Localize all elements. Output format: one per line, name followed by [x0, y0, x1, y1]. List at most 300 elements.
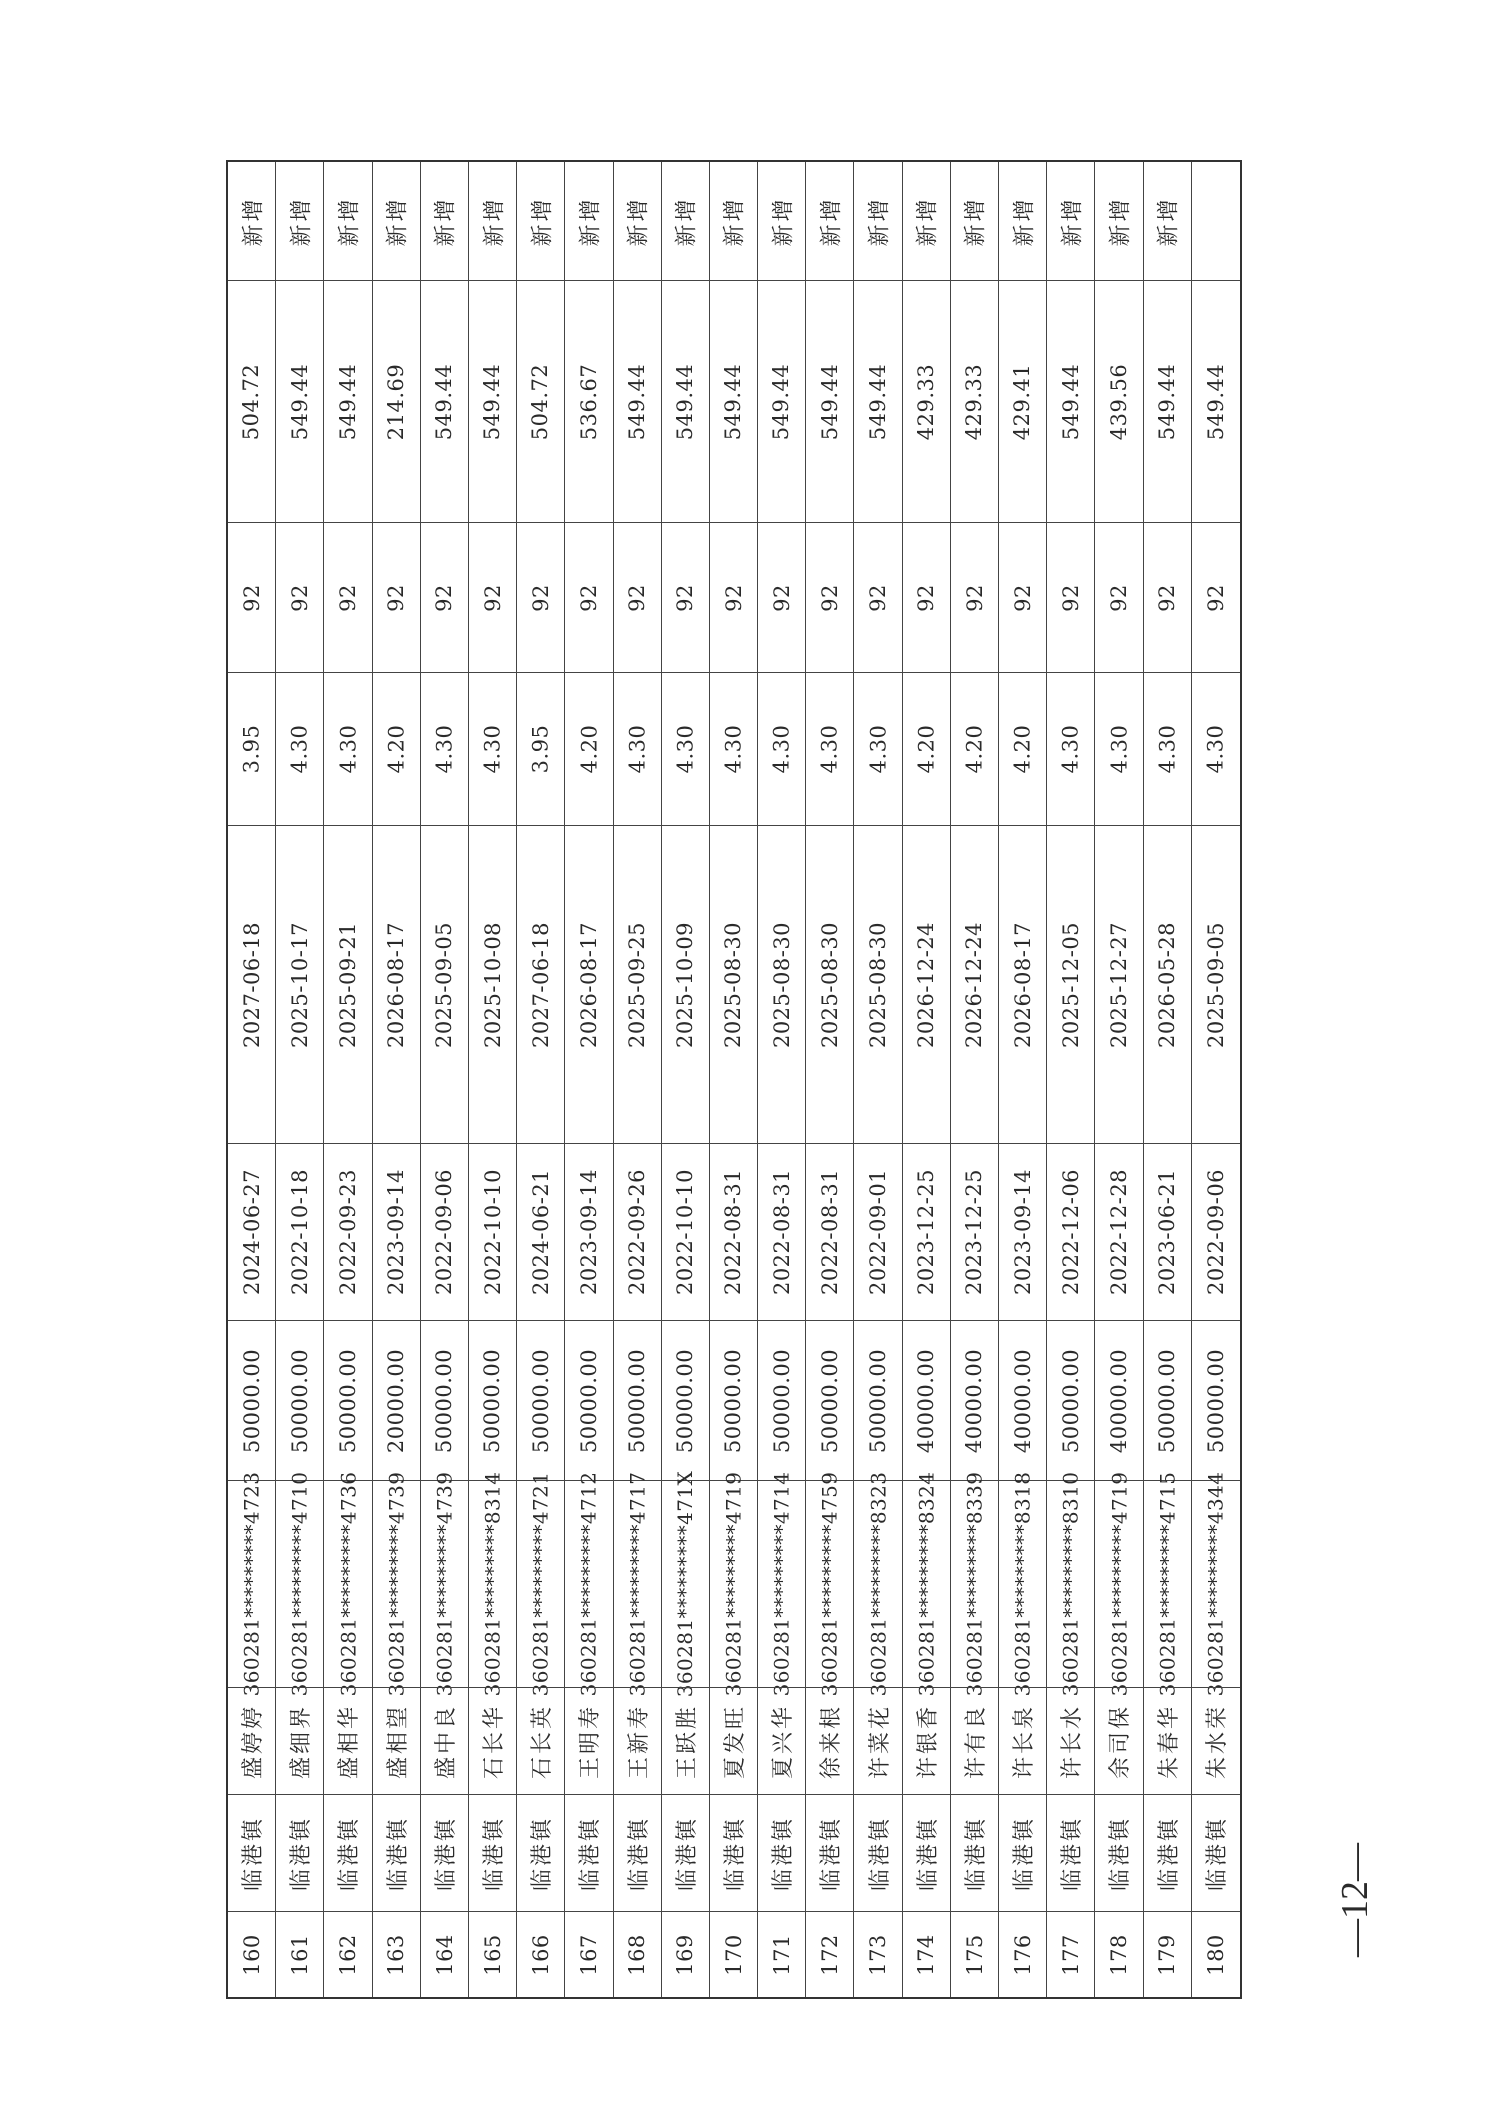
interest-cell-text: 549.44 — [1203, 363, 1228, 440]
name-cell-text: 王新寿 — [626, 1703, 652, 1779]
rate-cell-text: 4.30 — [866, 724, 891, 774]
interest-cell — [710, 280, 757, 522]
interest-cell — [1095, 280, 1142, 522]
table-row — [1047, 162, 1095, 1997]
rate-cell — [710, 672, 757, 825]
days-cell — [951, 522, 998, 672]
status-cell — [951, 162, 998, 280]
interest-cell-text: 549.44 — [480, 363, 505, 440]
name-cell — [1047, 1687, 1094, 1794]
town-cell — [565, 1794, 612, 1911]
amount-cell — [228, 1320, 275, 1480]
table-row — [228, 162, 276, 1997]
row-number-cell-text: 178 — [1106, 1933, 1131, 1976]
interest-cell — [758, 280, 805, 522]
interest-cell — [854, 280, 901, 522]
town-cell — [421, 1794, 468, 1911]
id-number-cell-text: 360281*********8310 — [1058, 1471, 1083, 1697]
interest-cell-text: 504.72 — [528, 363, 553, 440]
id-number-cell — [421, 1471, 468, 1697]
interest-cell-text: 549.44 — [1155, 363, 1180, 440]
days-cell — [517, 522, 564, 672]
status-cell-text: 新增 — [337, 195, 363, 247]
name-cell-text: 盛细界 — [289, 1703, 315, 1779]
start-date-cell-text: 2023-12-25 — [962, 1168, 987, 1296]
start-date-cell — [276, 1143, 323, 1320]
amount-cell-text: 50000.00 — [480, 1348, 505, 1453]
name-cell — [999, 1687, 1046, 1794]
row-number-cell-text: 169 — [673, 1933, 698, 1976]
days-cell — [758, 522, 805, 672]
id-number-cell-text: 360281*********4344 — [1203, 1471, 1228, 1697]
rate-cell-text: 3.95 — [239, 724, 264, 774]
id-number-cell — [1192, 1471, 1240, 1697]
town-cell-text: 临港镇 — [722, 1815, 748, 1891]
start-date-cell-text: 2024-06-27 — [239, 1168, 264, 1296]
rate-cell — [517, 672, 564, 825]
start-date-cell-text: 2022-10-10 — [480, 1168, 505, 1296]
days-cell — [469, 522, 516, 672]
end-date-cell-text: 2025-10-09 — [673, 921, 698, 1048]
row-number-cell-text: 168 — [625, 1933, 650, 1976]
name-cell — [469, 1687, 516, 1794]
start-date-cell — [710, 1143, 757, 1320]
town-cell-text: 临港镇 — [674, 1815, 700, 1891]
days-cell-text: 92 — [480, 583, 505, 612]
end-date-cell-text: 2027-06-18 — [528, 921, 553, 1048]
name-cell-text: 朱水荣 — [1205, 1703, 1231, 1779]
table-row — [1144, 162, 1192, 1997]
status-cell — [324, 162, 371, 280]
row-number-cell-text: 164 — [432, 1933, 457, 1976]
days-cell-text: 92 — [1058, 583, 1083, 612]
page-number-text: —12— — [1334, 1843, 1376, 1957]
name-cell-text: 徐来根 — [819, 1703, 845, 1779]
town-cell — [951, 1794, 998, 1911]
rate-cell — [999, 672, 1046, 825]
rate-cell — [662, 672, 709, 825]
town-cell-text: 临港镇 — [337, 1815, 363, 1891]
id-number-cell-text: 360281*********471X — [673, 1470, 698, 1698]
status-cell — [662, 162, 709, 280]
days-cell — [373, 522, 420, 672]
interest-cell — [324, 280, 371, 522]
rate-cell-text: 4.30 — [1155, 724, 1180, 774]
table-row — [517, 162, 565, 1997]
row-number-cell-text: 172 — [817, 1933, 842, 1976]
town-cell — [999, 1794, 1046, 1911]
name-cell-text: 盛相望 — [385, 1703, 411, 1779]
interest-cell-text: 549.44 — [432, 363, 457, 440]
id-number-cell — [373, 1471, 420, 1697]
town-cell-text: 临港镇 — [1108, 1815, 1134, 1891]
name-cell — [854, 1687, 901, 1794]
row-number-cell — [951, 1911, 998, 1997]
town-cell — [469, 1794, 516, 1911]
status-cell — [1095, 162, 1142, 280]
start-date-cell-text: 2023-09-14 — [576, 1168, 601, 1296]
days-cell — [565, 522, 612, 672]
interest-cell — [1144, 280, 1191, 522]
id-number-cell-text: 360281*********8324 — [914, 1471, 939, 1697]
id-number-cell-text: 360281*********4719 — [721, 1471, 746, 1697]
rate-cell — [469, 672, 516, 825]
status-cell-text: 新增 — [722, 195, 748, 247]
table-row — [324, 162, 372, 1997]
end-date-cell — [1095, 825, 1142, 1143]
end-date-cell — [758, 825, 805, 1143]
amount-cell-text: 50000.00 — [866, 1348, 891, 1453]
days-cell — [854, 522, 901, 672]
days-cell — [324, 522, 371, 672]
end-date-cell-text: 2025-09-25 — [625, 921, 650, 1048]
rate-cell-text: 4.30 — [432, 724, 457, 774]
status-cell-text: 新增 — [915, 195, 941, 247]
town-cell — [614, 1794, 661, 1911]
days-cell — [710, 522, 757, 672]
name-cell — [421, 1687, 468, 1794]
id-number-cell-text: 360281*********8323 — [866, 1471, 891, 1697]
row-number-cell — [565, 1911, 612, 1997]
table-row — [903, 162, 951, 1997]
id-number-cell-text: 360281*********4719 — [1106, 1471, 1131, 1697]
name-cell — [276, 1687, 323, 1794]
amount-cell-text: 50000.00 — [1058, 1348, 1083, 1453]
row-number-cell-text: 177 — [1058, 1933, 1083, 1976]
amount-cell — [806, 1320, 853, 1480]
amount-cell — [1095, 1320, 1142, 1480]
row-number-cell-text: 170 — [721, 1933, 746, 1976]
table-row — [421, 162, 469, 1997]
town-cell — [1144, 1794, 1191, 1911]
amount-cell — [373, 1320, 420, 1480]
status-cell-text: 新增 — [771, 195, 797, 247]
row-number-cell — [662, 1911, 709, 1997]
end-date-cell — [999, 825, 1046, 1143]
amount-cell — [903, 1320, 950, 1480]
name-cell-text: 许长水 — [1060, 1703, 1086, 1779]
status-cell-text: 新增 — [482, 195, 508, 247]
row-number-cell — [421, 1911, 468, 1997]
days-cell — [903, 522, 950, 672]
rate-cell — [903, 672, 950, 825]
start-date-cell-text: 2022-10-18 — [287, 1168, 312, 1296]
days-cell-text: 92 — [769, 583, 794, 612]
id-number-cell — [662, 1470, 709, 1698]
days-cell — [1047, 522, 1094, 672]
row-number-cell — [614, 1911, 661, 1997]
id-number-cell — [710, 1471, 757, 1697]
id-number-cell-text: 360281*********4723 — [239, 1471, 264, 1697]
amount-cell-text: 50000.00 — [625, 1348, 650, 1453]
row-number-cell — [854, 1911, 901, 1997]
id-number-cell-text: 360281*********4721 — [528, 1471, 553, 1697]
rate-cell — [324, 672, 371, 825]
name-cell — [758, 1687, 805, 1794]
status-cell — [1144, 162, 1191, 280]
status-cell-text: 新增 — [385, 195, 411, 247]
name-cell-text: 石长华 — [482, 1703, 508, 1779]
end-date-cell — [662, 825, 709, 1143]
end-date-cell-text: 2025-09-21 — [335, 921, 360, 1048]
rate-cell-text: 4.20 — [576, 724, 601, 774]
days-cell-text: 92 — [1203, 583, 1228, 612]
status-cell — [758, 162, 805, 280]
row-number-cell — [1095, 1911, 1142, 1997]
days-cell-text: 92 — [914, 583, 939, 612]
amount-cell — [854, 1320, 901, 1480]
town-cell-text: 临港镇 — [1156, 1815, 1182, 1891]
table-row — [276, 162, 324, 1997]
name-cell-text: 石长英 — [530, 1703, 556, 1779]
end-date-cell — [373, 825, 420, 1143]
town-cell-text: 临港镇 — [385, 1815, 411, 1891]
row-number-cell-text: 165 — [480, 1933, 505, 1976]
status-cell-text: 新增 — [1156, 195, 1182, 247]
end-date-cell-text: 2026-12-24 — [962, 921, 987, 1048]
status-cell-text: 新增 — [1060, 195, 1086, 247]
status-cell-text: 新增 — [867, 195, 893, 247]
start-date-cell-text: 2022-08-31 — [721, 1168, 746, 1296]
rate-cell-text: 4.30 — [817, 724, 842, 774]
rate-cell-text: 4.20 — [962, 724, 987, 774]
town-cell-text: 临港镇 — [482, 1815, 508, 1891]
id-number-cell — [903, 1471, 950, 1697]
amount-cell-text: 40000.00 — [914, 1348, 939, 1453]
status-cell-text: 新增 — [289, 195, 315, 247]
id-number-cell-text: 360281*********4736 — [335, 1471, 360, 1697]
interest-cell — [951, 280, 998, 522]
status-cell — [276, 162, 323, 280]
amount-cell-text: 20000.00 — [384, 1348, 409, 1453]
amount-cell — [1144, 1320, 1191, 1480]
rate-cell-text: 4.20 — [914, 724, 939, 774]
interest-cell — [662, 280, 709, 522]
town-cell-text: 临港镇 — [1060, 1815, 1086, 1891]
amount-cell — [1047, 1320, 1094, 1480]
id-number-cell — [614, 1471, 661, 1697]
end-date-cell-text: 2026-08-17 — [384, 921, 409, 1048]
status-cell — [903, 162, 950, 280]
name-cell — [565, 1687, 612, 1794]
interest-cell — [276, 280, 323, 522]
status-cell — [421, 162, 468, 280]
name-cell — [806, 1687, 853, 1794]
rate-cell — [228, 672, 275, 825]
status-cell-text: 新增 — [674, 195, 700, 247]
rate-cell — [806, 672, 853, 825]
days-cell-text: 92 — [576, 583, 601, 612]
row-number-cell — [1192, 1911, 1240, 1997]
amount-cell-text: 50000.00 — [1155, 1348, 1180, 1453]
name-cell-text: 余司保 — [1108, 1703, 1134, 1779]
id-number-cell-text: 360281*********4714 — [769, 1471, 794, 1697]
town-cell-text: 临港镇 — [771, 1815, 797, 1891]
id-number-cell — [228, 1471, 275, 1697]
days-cell — [1095, 522, 1142, 672]
start-date-cell-text: 2022-09-01 — [866, 1168, 891, 1296]
name-cell-text: 盛中良 — [433, 1703, 459, 1779]
end-date-cell-text: 2025-08-30 — [817, 921, 842, 1048]
table-row — [999, 162, 1047, 1997]
rate-cell-text: 4.30 — [1106, 724, 1131, 774]
end-date-cell-text: 2025-09-05 — [1203, 921, 1228, 1048]
name-cell-text: 朱春华 — [1156, 1703, 1182, 1779]
status-cell — [1192, 162, 1240, 280]
start-date-cell — [951, 1143, 998, 1320]
start-date-cell — [1047, 1143, 1094, 1320]
interest-cell — [228, 280, 275, 522]
id-number-cell — [324, 1471, 371, 1697]
table-row — [710, 162, 758, 1997]
name-cell-text: 许有良 — [963, 1703, 989, 1779]
town-cell — [854, 1794, 901, 1911]
row-number-cell — [999, 1911, 1046, 1997]
status-cell-text: 新增 — [578, 195, 604, 247]
status-cell-text: 新增 — [1012, 195, 1038, 247]
id-number-cell-text: 360281*********4739 — [384, 1471, 409, 1697]
interest-cell — [614, 280, 661, 522]
start-date-cell-text: 2022-12-28 — [1106, 1168, 1131, 1296]
name-cell — [951, 1687, 998, 1794]
end-date-cell-text: 2026-05-28 — [1155, 921, 1180, 1048]
interest-cell-text: 549.44 — [287, 363, 312, 440]
start-date-cell — [517, 1143, 564, 1320]
days-cell-text: 92 — [384, 583, 409, 612]
rate-cell-text: 4.30 — [673, 724, 698, 774]
amount-cell — [469, 1320, 516, 1480]
name-cell — [228, 1687, 275, 1794]
name-cell-text: 盛婷婷 — [241, 1703, 267, 1779]
id-number-cell — [565, 1471, 612, 1697]
end-date-cell — [710, 825, 757, 1143]
table-row — [373, 162, 421, 1997]
id-number-cell-text: 360281*********8314 — [480, 1471, 505, 1697]
amount-cell — [999, 1320, 1046, 1480]
town-cell — [228, 1794, 275, 1911]
table-row — [806, 162, 854, 1997]
end-date-cell — [806, 825, 853, 1143]
start-date-cell — [1192, 1143, 1240, 1320]
days-cell-text: 92 — [239, 583, 264, 612]
town-cell-text: 临港镇 — [819, 1815, 845, 1891]
town-cell — [1095, 1794, 1142, 1911]
interest-cell-text: 549.44 — [1058, 363, 1083, 440]
start-date-cell — [999, 1143, 1046, 1320]
interest-cell-text: 439.56 — [1106, 363, 1131, 440]
rate-cell-text: 4.30 — [480, 724, 505, 774]
interest-cell-text: 549.44 — [769, 363, 794, 440]
table-row — [1095, 162, 1143, 1997]
days-cell — [421, 522, 468, 672]
status-cell — [614, 162, 661, 280]
amount-cell — [517, 1320, 564, 1480]
amount-cell — [1192, 1320, 1240, 1480]
interest-cell-text: 549.44 — [673, 363, 698, 440]
days-cell — [228, 522, 275, 672]
row-number-cell-text: 166 — [528, 1933, 553, 1976]
rate-cell-text: 4.20 — [384, 724, 409, 774]
rate-cell-text: 4.20 — [1010, 724, 1035, 774]
interest-cell-text: 429.33 — [962, 363, 987, 440]
town-cell — [806, 1794, 853, 1911]
town-cell-text: 临港镇 — [867, 1815, 893, 1891]
town-cell — [324, 1794, 371, 1911]
end-date-cell-text: 2025-08-30 — [866, 921, 891, 1048]
id-number-cell-text: 360281*********4739 — [432, 1471, 457, 1697]
row-number-cell — [758, 1911, 805, 1997]
interest-cell — [517, 280, 564, 522]
days-cell — [999, 522, 1046, 672]
amount-cell-text: 50000.00 — [432, 1348, 457, 1453]
end-date-cell-text: 2025-12-05 — [1058, 921, 1083, 1048]
days-cell — [614, 522, 661, 672]
end-date-cell — [951, 825, 998, 1143]
status-cell-text: 新增 — [963, 195, 989, 247]
start-date-cell — [1144, 1143, 1191, 1320]
rate-cell-text: 4.30 — [335, 724, 360, 774]
status-cell — [1047, 162, 1094, 280]
town-cell — [1192, 1794, 1240, 1911]
row-number-cell-text: 179 — [1155, 1933, 1180, 1976]
status-cell-text: 新增 — [819, 195, 845, 247]
end-date-cell-text: 2026-12-24 — [914, 921, 939, 1048]
end-date-cell-text: 2025-12-27 — [1106, 921, 1131, 1048]
interest-cell-text: 549.44 — [625, 363, 650, 440]
table-row — [565, 162, 613, 1997]
days-cell-text: 92 — [287, 583, 312, 612]
status-cell-text: 新增 — [241, 195, 267, 247]
amount-cell-text: 50000.00 — [287, 1348, 312, 1453]
start-date-cell-text: 2022-09-06 — [432, 1168, 457, 1296]
amount-cell-text: 50000.00 — [817, 1348, 842, 1453]
town-cell — [662, 1794, 709, 1911]
start-date-cell-text: 2023-09-14 — [384, 1168, 409, 1296]
id-number-cell-text: 360281*********8339 — [962, 1471, 987, 1697]
rate-cell — [373, 672, 420, 825]
start-date-cell — [662, 1143, 709, 1320]
interest-cell — [806, 280, 853, 522]
end-date-cell-text: 2026-08-17 — [1010, 921, 1035, 1048]
amount-cell-text: 40000.00 — [962, 1348, 987, 1453]
rate-cell-text: 4.30 — [769, 724, 794, 774]
row-number-cell — [324, 1911, 371, 1997]
start-date-cell — [758, 1143, 805, 1320]
end-date-cell — [421, 825, 468, 1143]
days-cell — [662, 522, 709, 672]
amount-cell-text: 50000.00 — [335, 1348, 360, 1453]
amount-cell-text: 40000.00 — [1010, 1348, 1035, 1453]
rate-cell-text: 4.30 — [625, 724, 650, 774]
rate-cell — [1047, 672, 1094, 825]
amount-cell — [951, 1320, 998, 1480]
town-cell-text: 临港镇 — [915, 1815, 941, 1891]
rate-cell — [421, 672, 468, 825]
table-row — [614, 162, 662, 1997]
name-cell — [1192, 1687, 1240, 1794]
interest-cell-text: 549.44 — [866, 363, 891, 440]
row-number-cell-text: 175 — [962, 1933, 987, 1976]
rate-cell — [854, 672, 901, 825]
days-cell-text: 92 — [866, 583, 891, 612]
amount-cell-text: 50000.00 — [528, 1348, 553, 1453]
start-date-cell-text: 2023-12-25 — [914, 1168, 939, 1296]
id-number-cell — [951, 1471, 998, 1697]
start-date-cell — [806, 1143, 853, 1320]
days-cell — [1144, 522, 1191, 672]
id-number-cell — [999, 1471, 1046, 1697]
amount-cell-text: 50000.00 — [769, 1348, 794, 1453]
